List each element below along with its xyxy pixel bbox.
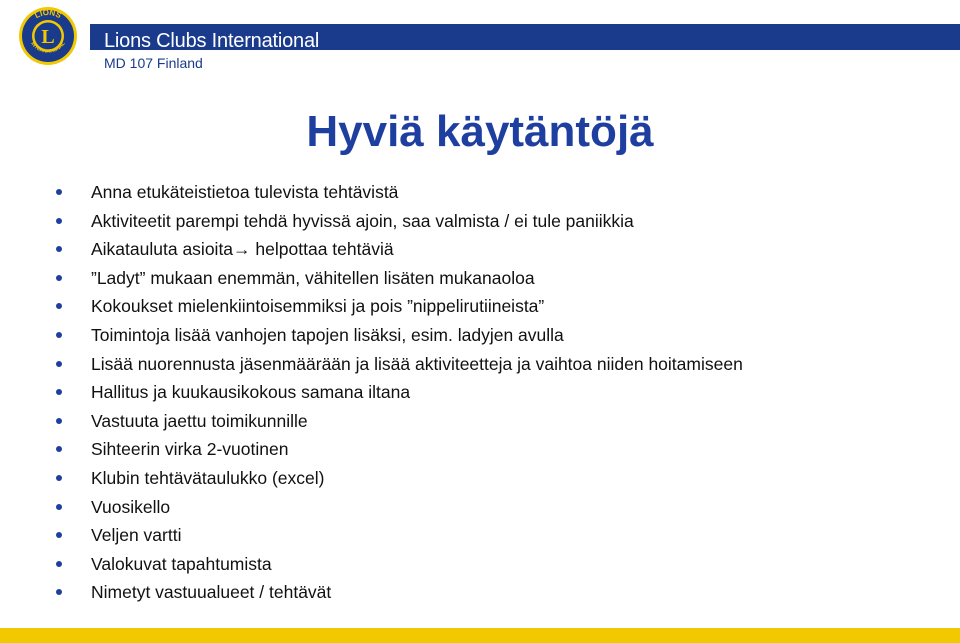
list-item: [56, 493, 936, 522]
list-item-text: Sihteerin virka 2-vuotinen: [91, 439, 289, 460]
list-item-text: ”Ladyt” mukaan enemmän, vähitellen lisäten mukanaoloa: [91, 267, 535, 288]
list-item-text: Kokoukset mielenkiintoisemmiksi ja pois ”nippelirutiineista”: [91, 296, 545, 317]
list-item-text: Toimintoja lisää vanhojen tapojen lisäksi, esim. ladyjen avulla: [91, 324, 564, 345]
logo-letter: L: [41, 26, 55, 48]
list-item: [56, 521, 936, 550]
list-item-text: Vuosikello: [91, 496, 171, 517]
list-item-text: Lisää nuorennusta jäsenmäärään ja lisää aktiviteetteja ja vaihtoa niiden hoitamiseen: [91, 353, 743, 374]
lions-logo-icon: [18, 6, 78, 66]
list-item-text: Aikatauluta asioita: [91, 239, 234, 260]
list-item-text: Nimetyt vastuualueet / tehtävät: [91, 582, 332, 603]
list-item: [56, 578, 936, 607]
slide-title: [0, 104, 960, 160]
bullet-icon: [56, 504, 62, 510]
bullet-list: [56, 178, 936, 607]
bullet-icon: [56, 418, 62, 424]
list-item: [56, 292, 936, 321]
logo-text-top: LIONS: [33, 7, 63, 21]
slide-title-text: Hyviä käytäntöjä: [306, 107, 654, 156]
list-item: [56, 435, 936, 464]
bullet-icon: [56, 361, 62, 367]
bullet-icon: [56, 561, 62, 567]
list-item: [56, 235, 936, 264]
org-name: Lions Clubs International: [104, 30, 320, 52]
bullet-icon: [56, 246, 62, 252]
bullet-icon: [56, 589, 62, 595]
list-item: [56, 178, 936, 207]
bullet-icon: [56, 332, 62, 338]
bullet-icon: [56, 475, 62, 481]
bullet-icon: [56, 189, 62, 195]
list-item-text: Anna etukäteistietoa tulevista tehtävistä: [91, 182, 399, 202]
bullet-icon: [56, 303, 62, 309]
list-item-text-wrap: [91, 235, 394, 263]
bullet-icon: [56, 389, 62, 395]
list-item: [56, 464, 936, 493]
bullet-icon: [56, 218, 62, 224]
bullet-icon: [56, 532, 62, 538]
list-item: [56, 378, 936, 407]
list-item: [56, 407, 936, 436]
list-item-text: Valokuvat tapahtumista: [91, 553, 272, 574]
list-item-text-suffix: helpottaa tehtäviä: [255, 239, 394, 260]
footer-bar: [0, 628, 960, 643]
bullet-icon: [56, 446, 62, 452]
list-item: [56, 550, 936, 579]
org-district: MD 107 Finland: [104, 55, 203, 71]
list-item-text: Klubin tehtävätaulukko (excel): [91, 467, 325, 488]
logo-text-bottom: INTERNATIONAL: [29, 40, 67, 55]
arrow-right-icon: →: [233, 239, 256, 260]
list-item-text: Hallitus ja kuukausikokous samana iltana: [91, 382, 411, 403]
list-item-text: Veljen vartti: [91, 525, 182, 546]
list-item: [56, 207, 936, 236]
list-item-text: Aktiviteetit parempi tehdä hyvissä ajoin, saa valmista / ei tule paniikkia: [91, 210, 634, 231]
bullet-icon: [56, 275, 62, 281]
list-item-text: Vastuuta jaettu toimikunnille: [91, 410, 308, 431]
list-item: [56, 264, 936, 293]
list-item: [56, 321, 936, 350]
list-item: [56, 350, 936, 379]
